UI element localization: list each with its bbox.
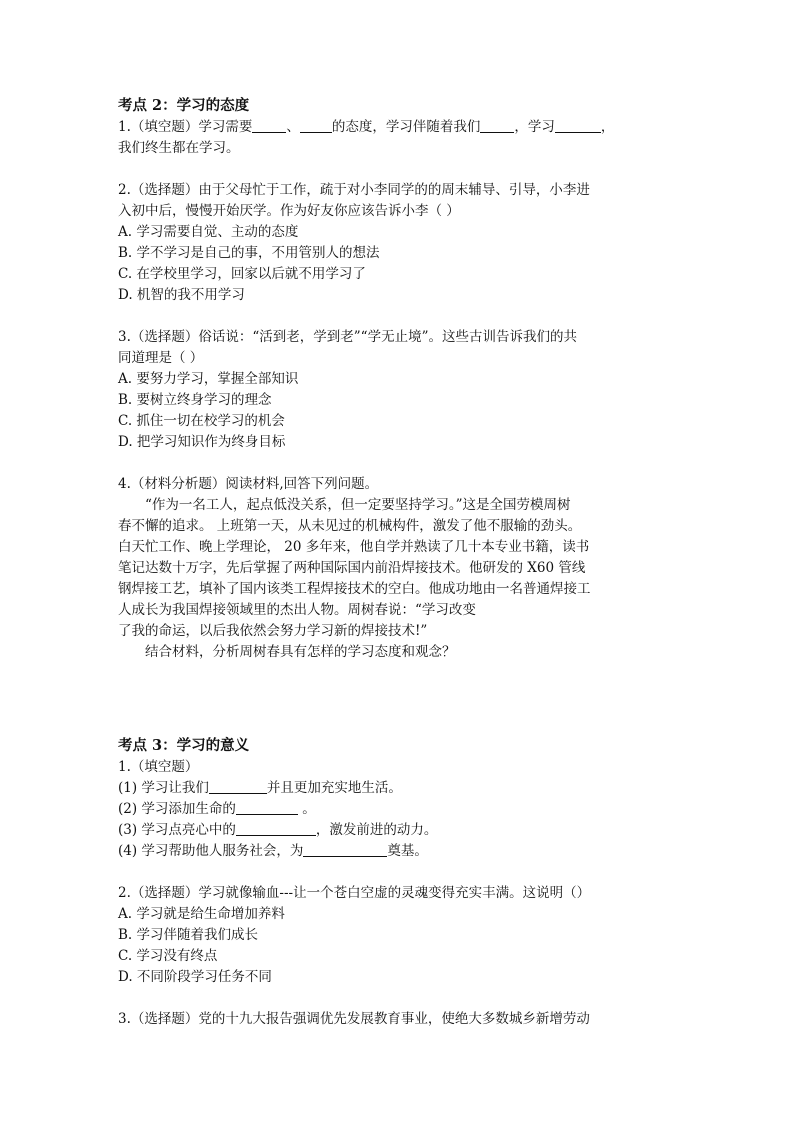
s3-q2-option-a: A. 学习就是给生命增加养料 bbox=[118, 906, 285, 922]
fill-blank[interactable] bbox=[300, 118, 332, 133]
s3-q1-item-post: 并且更加充实地生活。 bbox=[266, 780, 402, 796]
s2-q1-prefix: 1.（填空题）学习需要 bbox=[118, 119, 253, 135]
s3-q2-stem: 2.（选择题）学习就像输血---让一个苍白空虚的灵魂变得充实丰满。这说明（） bbox=[118, 885, 591, 901]
s3-q1-item-pre: (4) 学习帮助他人服务社会，为 bbox=[118, 843, 304, 859]
s2-q1-mid2: ，学习 bbox=[514, 119, 555, 135]
s2-q1-mid1: 的态度，学习伴随着我们 bbox=[331, 119, 481, 135]
s2-q4-para-line: 了我的命运，以后我依然会努力学习新的焊接技术!” bbox=[118, 623, 428, 639]
s2-q3-option-c: C. 抓住一切在校学习的机会 bbox=[118, 413, 285, 429]
s3-q2-option-c: C. 学习没有终点 bbox=[118, 948, 218, 964]
fill-blank[interactable] bbox=[252, 118, 286, 133]
s2-q4-stem: 4.（材料分析题）阅读材料,回答下列问题。 bbox=[118, 476, 379, 492]
s2-q4-para-line: 笔记达数十万字，先后掌握了两种国际国内前沿焊接技术。他研发的 X60 管线 bbox=[118, 560, 586, 576]
s2-q4-para-line: 钢焊接工艺，填补了国内该类工程焊接技术的空白。他成功地由一名普通焊接工 bbox=[118, 581, 591, 597]
s3-q3-stem: 3.（选择题）党的十九大报告强调优先发展教育事业，使绝大多数城乡新增劳动 bbox=[118, 1011, 590, 1027]
fill-blank[interactable] bbox=[555, 118, 601, 133]
document-page bbox=[118, 95, 678, 1030]
s2-q1-end: ， bbox=[600, 119, 615, 135]
fill-blank[interactable] bbox=[209, 779, 267, 794]
s2-q3-option-a: A. 要努力学习，掌握全部知识 bbox=[118, 371, 299, 387]
s2-q1-sep1: 、 bbox=[286, 119, 300, 135]
s2-q3-stem2: 同道理是（ ） bbox=[118, 350, 204, 366]
s3-q2-option-b: B. 学习伴随着我们成长 bbox=[118, 927, 259, 943]
s2-q4-para-line: 白天忙工作、晚上学理论， 20 多年来，他自学并熟读了几十本专业书籍，读书 bbox=[118, 539, 590, 555]
s2-q3-option-d: D. 把学习知识作为终身目标 bbox=[118, 434, 286, 450]
fill-blank[interactable] bbox=[236, 821, 316, 836]
s3-q1-item bbox=[118, 778, 678, 799]
s3-q1-stem: 1.（填空题） bbox=[118, 759, 199, 775]
s3-q1-item-pre: (1) 学习让我们 bbox=[118, 780, 209, 796]
s3-q1-item bbox=[118, 799, 678, 820]
s2-q1-line2: 我们终生都在学习。 bbox=[118, 140, 240, 156]
s2-q3-option-b: B. 要树立终身学习的理念 bbox=[118, 392, 272, 408]
s2-q2-stem1: 2.（选择题）由于父母忙于工作，疏于对小李同学的的周末辅导、引导，小李进 bbox=[118, 182, 590, 198]
fill-blank[interactable] bbox=[303, 842, 387, 857]
s2-q2-option-b: B. 学不学习是自己的事，不用管别人的想法 bbox=[118, 245, 380, 261]
s3-q1-item bbox=[118, 820, 678, 841]
s2-q4-para-line: 人成长为我国焊接领域里的杰出人物。周树春说：“学习改变 bbox=[118, 602, 476, 618]
s3-q1-item bbox=[118, 841, 678, 862]
fill-blank[interactable] bbox=[236, 800, 298, 815]
s3-q1-item-pre: (3) 学习点亮心中的 bbox=[118, 822, 236, 838]
s2-q2-stem2: 入初中后，慢慢开始厌学。作为好友你应该告诉小李（ ） bbox=[118, 203, 460, 219]
s3-q1-item-post: ，激发前进的动力。 bbox=[315, 822, 438, 838]
s3-q1-item-post: 奠基。 bbox=[387, 843, 428, 859]
s3-q2-option-d: D. 不同阶段学习任务不同 bbox=[118, 969, 272, 985]
s2-q2-option-d: D. 机智的我不用学习 bbox=[118, 287, 245, 303]
s2-q4-question: 结合材料，分析周树春具有怎样的学习态度和观念？ bbox=[145, 644, 456, 660]
section2-title: 考点 2：学习的态度 bbox=[118, 97, 250, 114]
section3-title: 考点 3：学习的意义 bbox=[118, 737, 250, 754]
s2-q2-option-c: C. 在学校里学习，回家以后就不用学习了 bbox=[118, 266, 366, 282]
fill-blank[interactable] bbox=[480, 118, 514, 133]
s2-q3-stem1: 3.（选择题）俗话说：“活到老，学到老”“学无止境”。这些古训告诉我们的共 bbox=[118, 329, 577, 345]
s3-q1-item-pre: (2) 学习添加生命的 bbox=[118, 801, 236, 817]
s3-q1-item-post: 。 bbox=[297, 801, 316, 817]
s2-q2-option-a: A. 学习需要自觉、主动的态度 bbox=[118, 224, 299, 240]
s2-q1-line1 bbox=[118, 117, 678, 138]
s2-q4-para-line: 春不懈的追求。 上班第一天，从未见过的机械构件，激发了他不服输的劲头。 bbox=[118, 518, 582, 534]
s2-q4-para-line: “作为一名工人，起点低没关系，但一定要坚持学习。”这是全国劳模周树 bbox=[145, 497, 571, 513]
